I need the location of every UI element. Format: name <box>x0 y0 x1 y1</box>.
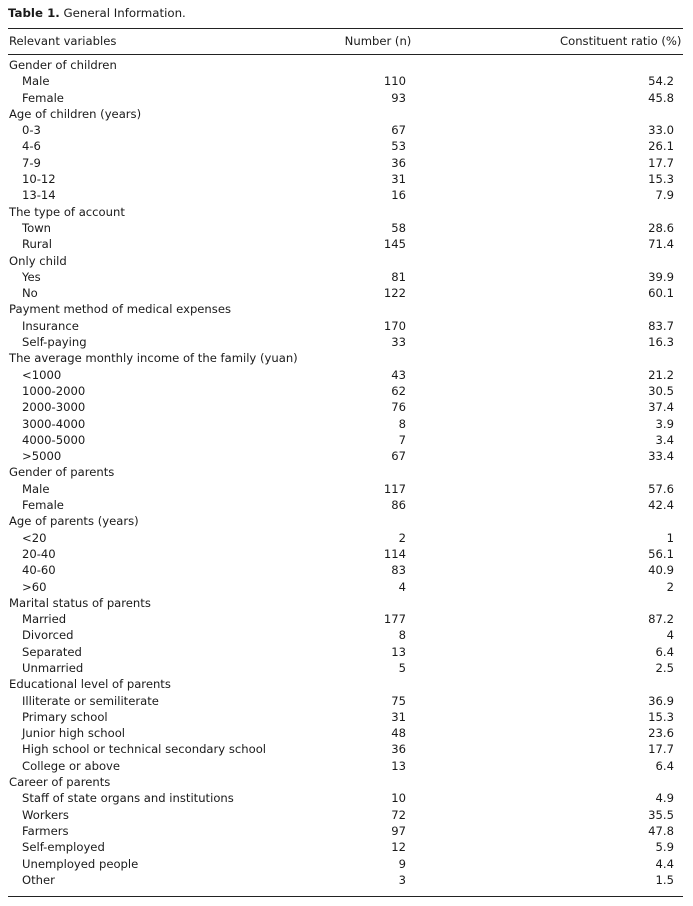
row-label: Unmarried <box>22 660 84 675</box>
table-group-row <box>0 513 693 529</box>
table-row <box>0 823 693 839</box>
row-number: 8 <box>398 628 406 643</box>
table-row <box>0 709 693 725</box>
table-body <box>0 57 693 888</box>
row-label: Separated <box>22 644 82 659</box>
row-ratio: 60.1 <box>648 286 674 301</box>
row-label: 2000-3000 <box>22 400 86 415</box>
row-ratio: 23.6 <box>648 726 674 741</box>
table-row <box>0 367 693 383</box>
table-row <box>0 856 693 872</box>
table-row <box>0 790 693 806</box>
row-label: 13-14 <box>22 188 56 203</box>
row-ratio: 6.4 <box>655 644 674 659</box>
table-number: Table 1. <box>8 6 60 20</box>
table-row <box>0 872 693 888</box>
header-number: Number (n) <box>344 34 412 48</box>
table-row <box>0 220 693 236</box>
table-header-rule <box>8 54 683 55</box>
table-row <box>0 758 693 774</box>
row-ratio: 45.8 <box>648 90 674 105</box>
row-label: Divorced <box>22 628 74 643</box>
table-top-rule <box>8 28 683 29</box>
table-row <box>0 660 693 676</box>
row-number: 62 <box>391 383 406 398</box>
row-label: <20 <box>22 530 47 545</box>
row-ratio: 37.4 <box>648 400 674 415</box>
row-number: 114 <box>383 546 406 561</box>
table-row <box>0 73 693 89</box>
row-label: 4000-5000 <box>22 432 86 447</box>
row-label: High school or technical secondary school <box>22 742 267 757</box>
row-ratio: 36.9 <box>648 693 674 708</box>
header-constituent-ratio: Constituent ratio (%) <box>560 34 682 48</box>
row-number: 9 <box>398 856 406 871</box>
row-ratio: 16.3 <box>648 335 674 350</box>
table-row <box>0 693 693 709</box>
row-ratio: 56.1 <box>648 546 674 561</box>
row-label: Male <box>22 481 50 496</box>
group-label: The type of account <box>9 204 125 219</box>
table-row <box>0 611 693 627</box>
row-ratio: 30.5 <box>648 383 674 398</box>
group-label: Educational level of parents <box>9 677 171 692</box>
row-label: No <box>22 286 38 301</box>
row-ratio: 4.4 <box>655 856 674 871</box>
row-number: 83 <box>391 563 406 578</box>
table-group-row <box>0 350 693 366</box>
row-number: 4 <box>398 579 406 594</box>
row-label: Yes <box>22 269 41 284</box>
table-row <box>0 497 693 513</box>
header-relevant-variables: Relevant variables <box>9 34 117 48</box>
row-label: 3000-4000 <box>22 416 86 431</box>
row-number: 3 <box>398 872 406 887</box>
row-number: 12 <box>391 840 406 855</box>
table-row <box>0 155 693 171</box>
row-ratio: 1.5 <box>655 872 674 887</box>
row-number: 13 <box>391 758 406 773</box>
row-ratio: 35.5 <box>648 807 674 822</box>
row-label: Self-employed <box>22 840 105 855</box>
row-ratio: 15.3 <box>648 172 674 187</box>
row-label: Farmers <box>22 823 69 838</box>
row-label: Male <box>22 74 50 89</box>
table-group-row <box>0 464 693 480</box>
row-number: 117 <box>383 481 406 496</box>
row-ratio: 28.6 <box>648 220 674 235</box>
row-label: Staff of state organs and institutions <box>22 791 234 806</box>
row-label: Married <box>22 612 67 627</box>
row-ratio: 4.9 <box>655 791 674 806</box>
table-row <box>0 562 693 578</box>
row-number: 48 <box>391 726 406 741</box>
row-number: 93 <box>391 90 406 105</box>
row-ratio: 2.5 <box>655 660 674 675</box>
table-row <box>0 644 693 660</box>
row-label: Rural <box>22 237 52 252</box>
group-label: Only child <box>9 253 67 268</box>
group-label: Payment method of medical expenses <box>9 302 231 317</box>
table-group-row <box>0 595 693 611</box>
group-label: Gender of children <box>9 58 117 72</box>
row-label: College or above <box>22 758 121 773</box>
table-row <box>0 399 693 415</box>
group-label: Marital status of parents <box>9 595 151 610</box>
row-number: 53 <box>391 139 406 154</box>
table-row <box>0 383 693 399</box>
table-group-row <box>0 106 693 122</box>
row-label: Insurance <box>22 318 79 333</box>
group-label: Age of children (years) <box>9 106 142 121</box>
row-label: 0-3 <box>22 123 41 138</box>
row-ratio: 2 <box>666 579 674 594</box>
row-label: 1000-2000 <box>22 383 86 398</box>
row-number: 67 <box>391 449 406 464</box>
table-row <box>0 187 693 203</box>
row-label: Town <box>22 220 52 235</box>
row-number: 5 <box>398 660 406 675</box>
row-number: 31 <box>391 172 406 187</box>
row-label: 20-40 <box>22 546 56 561</box>
row-ratio: 71.4 <box>648 237 674 252</box>
table-row <box>0 481 693 497</box>
row-ratio: 17.7 <box>648 155 674 170</box>
group-label: Career of parents <box>9 775 111 790</box>
row-ratio: 42.4 <box>648 498 674 513</box>
table-row <box>0 138 693 154</box>
row-ratio: 21.2 <box>648 367 674 382</box>
table-row <box>0 171 693 187</box>
row-ratio: 7.9 <box>655 188 674 203</box>
table-bottom-rule <box>8 896 683 897</box>
row-number: 33 <box>391 335 406 350</box>
row-number: 58 <box>391 220 406 235</box>
table-row <box>0 236 693 252</box>
row-number: 2 <box>398 530 406 545</box>
row-ratio: 15.3 <box>648 709 674 724</box>
row-ratio: 33.4 <box>648 449 674 464</box>
table-row <box>0 122 693 138</box>
table-row <box>0 839 693 855</box>
table-group-row <box>0 57 693 73</box>
row-number: 170 <box>383 318 406 333</box>
row-ratio: 83.7 <box>648 318 674 333</box>
row-number: 16 <box>391 188 406 203</box>
row-number: 31 <box>391 709 406 724</box>
row-label: Self-paying <box>22 335 87 350</box>
row-number: 43 <box>391 367 406 382</box>
row-label: 4-6 <box>22 139 41 154</box>
row-label: >60 <box>22 579 47 594</box>
table-row <box>0 318 693 334</box>
row-label: >5000 <box>22 449 62 464</box>
row-label: Female <box>22 498 64 513</box>
row-ratio: 87.2 <box>648 612 674 627</box>
table-group-row <box>0 301 693 317</box>
table-row <box>0 530 693 546</box>
group-label: Gender of parents <box>9 465 115 480</box>
row-ratio: 57.6 <box>648 481 674 496</box>
row-number: 67 <box>391 123 406 138</box>
row-label: Unemployed people <box>22 856 139 871</box>
row-ratio: 17.7 <box>648 742 674 757</box>
row-number: 86 <box>391 498 406 513</box>
row-ratio: 33.0 <box>648 123 674 138</box>
row-label: Illiterate or semiliterate <box>22 693 159 708</box>
table-group-row <box>0 204 693 220</box>
row-ratio: 6.4 <box>655 758 674 773</box>
row-label: Other <box>22 872 55 887</box>
row-ratio: 39.9 <box>648 269 674 284</box>
row-ratio: 4 <box>666 628 674 643</box>
row-label: Workers <box>22 807 69 822</box>
row-ratio: 54.2 <box>648 74 674 89</box>
row-number: 177 <box>383 612 406 627</box>
group-label: Age of parents (years) <box>9 514 139 529</box>
row-number: 36 <box>391 155 406 170</box>
table-row <box>0 285 693 301</box>
row-number: 81 <box>391 269 406 284</box>
row-label: 10-12 <box>22 172 56 187</box>
row-number: 145 <box>383 237 406 252</box>
row-number: 122 <box>383 286 406 301</box>
table-group-row <box>0 774 693 790</box>
row-label: Female <box>22 90 64 105</box>
table-row <box>0 579 693 595</box>
row-ratio: 26.1 <box>648 139 674 154</box>
row-label: 40-60 <box>22 563 56 578</box>
table-row <box>0 448 693 464</box>
row-number: 110 <box>383 74 406 89</box>
group-label: The average monthly income of the family (yuan) <box>9 351 298 366</box>
row-number: 36 <box>391 742 406 757</box>
row-ratio: 5.9 <box>655 840 674 855</box>
row-number: 72 <box>391 807 406 822</box>
table-row <box>0 90 693 106</box>
table-row <box>0 432 693 448</box>
row-number: 97 <box>391 823 406 838</box>
row-number: 75 <box>391 693 406 708</box>
table-title: General Information. <box>63 6 186 20</box>
table-row <box>0 725 693 741</box>
table-caption <box>8 6 186 20</box>
table-row <box>0 807 693 823</box>
row-ratio: 3.9 <box>655 416 674 431</box>
row-label: Primary school <box>22 709 108 724</box>
table-row <box>0 741 693 757</box>
table-header <box>0 32 693 50</box>
row-label: Junior high school <box>22 726 126 741</box>
table-row <box>0 546 693 562</box>
row-ratio: 40.9 <box>648 563 674 578</box>
row-number: 13 <box>391 644 406 659</box>
table-row <box>0 627 693 643</box>
row-number: 8 <box>398 416 406 431</box>
row-number: 7 <box>398 432 406 447</box>
row-number: 76 <box>391 400 406 415</box>
table-group-row <box>0 676 693 692</box>
row-number: 10 <box>391 791 406 806</box>
row-ratio: 3.4 <box>655 432 674 447</box>
table-row <box>0 269 693 285</box>
table-row <box>0 416 693 432</box>
row-label: 7-9 <box>22 155 41 170</box>
row-label: <1000 <box>22 367 62 382</box>
table-row <box>0 334 693 350</box>
row-ratio: 1 <box>666 530 674 545</box>
row-ratio: 47.8 <box>648 823 674 838</box>
table-group-row <box>0 253 693 269</box>
